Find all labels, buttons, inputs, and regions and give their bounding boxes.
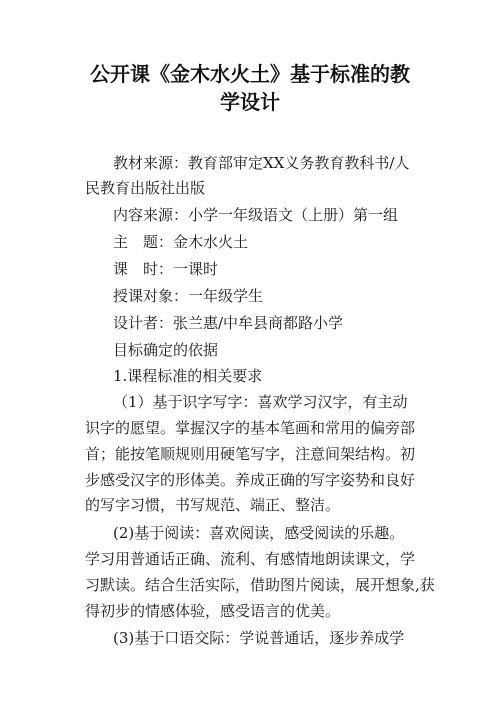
document-title-line-1: 公开课《金木水火土》基于标准的教 [90, 62, 410, 86]
paragraph-3-line-1: (3)基于口语交际：学说普通话，逐步养成学 [113, 629, 405, 647]
section-heading: 目标确定的依据 [113, 341, 219, 359]
paragraph-1-line-4: 步感受汉字的形体美。养成正确的写字姿势和良好 [85, 471, 416, 489]
paragraph-2-line-3: 习默读。结合生活实际，借助图片阅读，展开想象,获 [85, 576, 435, 594]
paragraph-1-line-1: （1）基于识字写字：喜欢学习汉字，有主动 [113, 393, 408, 411]
paragraph-1-line-3: 首；能按笔顺规则用硬笔写字，注意间架结构。初 [85, 445, 416, 463]
source-publisher-line: 民教育出版社出版 [85, 179, 206, 197]
paragraph-2-line-1: (2)基于阅读：喜欢阅读，感受阅读的乐趣。 [113, 524, 405, 542]
content-source-line: 内容来源：小学一年级语文（上册）第一组 [113, 206, 399, 224]
audience-line: 授课对象：一年级学生 [113, 287, 264, 305]
paragraph-1-line-2: 识字的愿望。掌握汉字的基本笔画和常用的偏旁部 [85, 419, 416, 437]
paragraph-1-line-5: 的写字习惯，书写规范、端正、整洁。 [85, 496, 341, 514]
class-hours-line: 课 时：一课时 [113, 260, 219, 278]
subsection-heading: 1.课程标准的相关要求 [113, 367, 263, 385]
paragraph-2-line-2: 学习用普通话正确、流利、有感情地朗读课文，学 [85, 550, 416, 568]
topic-line: 主 题：金木水火土 [113, 233, 249, 251]
document-title-line-2: 学设计 [220, 90, 280, 114]
designer-line: 设计者：张兰惠/中牟县商都路小学 [113, 314, 344, 332]
paragraph-2-line-4: 得初步的情感体验，感受语言的优美。 [85, 602, 341, 620]
source-textbook-line: 教材来源：教育部审定XX义务教育教科书/人 [113, 154, 410, 172]
